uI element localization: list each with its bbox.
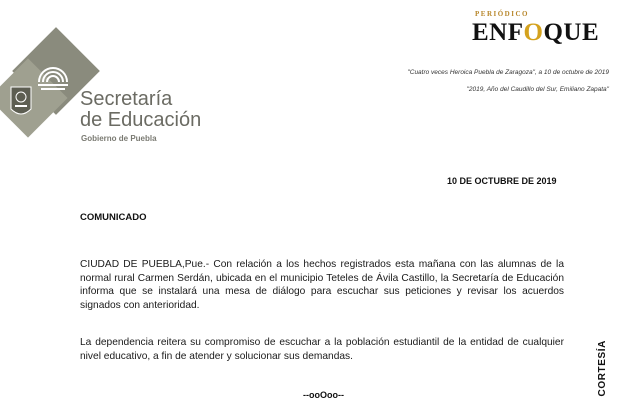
agency-title bbox=[80, 89, 201, 131]
closing-mark: --ooOoo-- bbox=[303, 390, 344, 400]
newspaper-logo bbox=[472, 19, 599, 47]
sunburst-emblem-icon bbox=[33, 58, 73, 98]
agency-title-line1: Secretaría bbox=[80, 88, 173, 110]
document-date: 10 DE OCTUBRE DE 2019 bbox=[447, 176, 557, 186]
government-logo bbox=[0, 0, 75, 140]
state-seal-icon bbox=[9, 85, 33, 121]
body-paragraph: La dependencia reitera su compromiso de escuchar a la población estudiantil de la entidad de cualquier nivel educativo, a fin de atender y solucionar sus demandas. bbox=[80, 337, 564, 362]
courtesy-label: CORTESÍA bbox=[597, 340, 608, 397]
newspaper-kicker: PERIÓDICO bbox=[475, 10, 529, 18]
slogan-year: "2019, Año del Caudillo del Sur, Emiliano Zapata" bbox=[466, 86, 609, 93]
newspaper-name-o: O bbox=[523, 19, 544, 46]
agency-title-line2: de Educación bbox=[80, 109, 202, 131]
newspaper-name-part2: QUE bbox=[543, 19, 600, 46]
slogan-city: "Cuatro veces Heroica Puebla de Zaragoza", a 10 de octubre de 2019 bbox=[407, 69, 609, 76]
agency-subtitle: Gobierno de Puebla bbox=[81, 134, 157, 143]
document-heading: COMUNICADO bbox=[80, 212, 147, 223]
body-paragraph: CIUDAD DE PUEBLA,Pue.- Con relación a los hechos registrados esta mañana con las alumnas de la normal rural Carmen Serdán, ubicada en el municipio Teteles de Ávila Castillo, la Secretaría de Educación informa que se instalará una mesa de diálogo para escuchar sus peticiones y revisar los acuerdos signados con anterioridad. bbox=[80, 259, 564, 311]
newspaper-name-part1: ENF bbox=[472, 19, 524, 46]
